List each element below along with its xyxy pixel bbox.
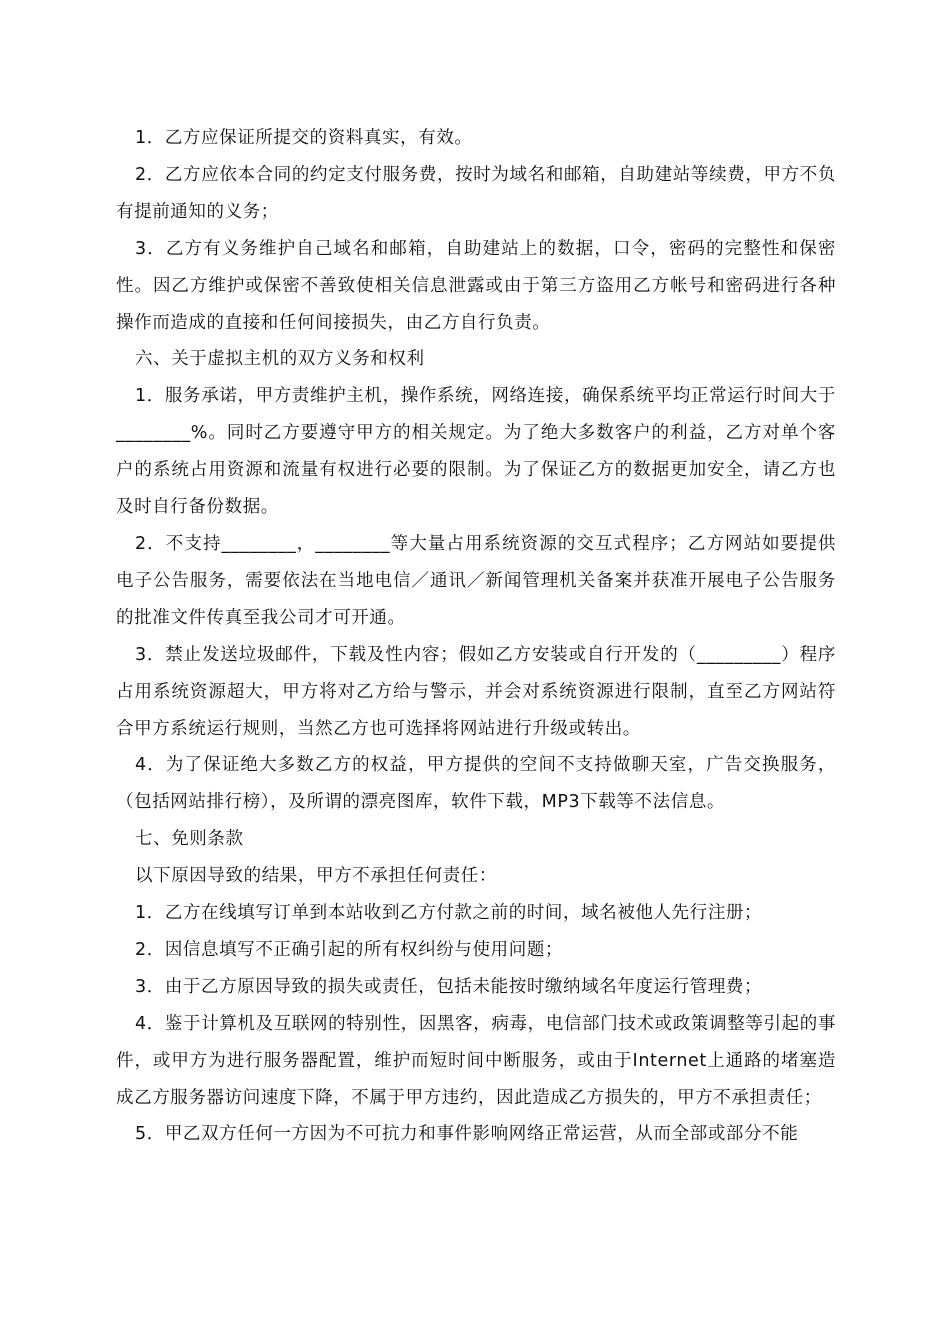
section-heading-7: 七、免则条款 (135, 829, 244, 850)
paragraph-hosting-2: 2．不支持________，________等大量占用系统资源的交互式程序；乙方网站如要提供电子公告服务，需要依法在当地电信／通讯／新闻管理机关备案并获准开展电子公告服务的批准文件传真至我公司才可开通。 (116, 533, 836, 628)
paragraph-disclaimer-2: 2．因信息填写不正确引起的所有权纠纷与使用问题； (135, 939, 564, 960)
paragraph-hosting-1: 1．服务承诺，甲方责维护主机，操作系统，网络连接，确保系统平均正常运行时间大于________%。同时乙方要遵守甲方的相关规定。为了绝大多数客户的利益，乙方对单个客户的系统占用资源和流量有权进行必要的限制。为了保证乙方的数据更加安全，请乙方也及时自行备份数据。 (116, 386, 836, 518)
paragraph-disclaimer-3: 3．由于乙方原因导致的损失或责任，包括未能按时缴纳域名年度运行管理费； (135, 976, 763, 997)
paragraph-clause-2: 2．乙方应依本合同的约定支付服务费，按时为域名和邮箱，自助建站等续费，甲方不负有提前通知的义务； (116, 164, 836, 222)
paragraph-disclaimer-intro: 以下原因导致的结果，甲方不承担任何责任： (135, 866, 497, 887)
paragraph-clause-1: 1．乙方应保证所提交的资料真实，有效。 (135, 128, 473, 148)
paragraph-disclaimer-1: 1．乙方在线填写订单到本站收到乙方付款之前的时间，域名被他人先行注册； (135, 903, 763, 924)
paragraph-clause-3: 3．乙方有义务维护自己域名和邮箱，自助建站上的数据，口令，密码的完整性和保密性。因乙方维护或保密不善致使相关信息泄露或由于第三方盗用乙方帐号和密码进行各种操作而造成的直接和任何间接损失，由乙方自行负责。 (116, 238, 836, 333)
paragraph-disclaimer-5: 5．甲乙双方任何一方因为不可抗力和事件影响网络正常运营，从而全部或部分不能 (135, 1124, 799, 1145)
paragraph-hosting-4: 4．为了保证绝大多数乙方的权益，甲方提供的空间不支持做聊天室，广告交换服务，（包括网站排行榜），及所谓的漂亮图库，软件下载，MP3下载等不法信息。 (116, 755, 836, 813)
paragraph-hosting-3: 3．禁止发送垃圾邮件，下载及性内容；假如乙方安装或自行开发的（_________）程序占用系统资源超大，甲方将对乙方给与警示，并会对系统资源进行限制，直至乙方网站符合甲方系统运行规则，当然乙方也可选择将网站进行升级或转出。 (116, 644, 836, 739)
document-body (116, 120, 836, 1153)
paragraph-disclaimer-4: 4．鉴于计算机及互联网的特别性，因黑客，病毒，电信部门技术或政策调整等引起的事件，或甲方为进行服务器配置，维护而短时间中断服务，或由于Internet上通路的堵塞造成乙方服务器访问速度下降，不属于甲方违约，因此造成乙方损失的，甲方不承担责任； (116, 1013, 836, 1108)
section-heading-6: 六、关于虚拟主机的双方义务和权利 (135, 349, 425, 370)
